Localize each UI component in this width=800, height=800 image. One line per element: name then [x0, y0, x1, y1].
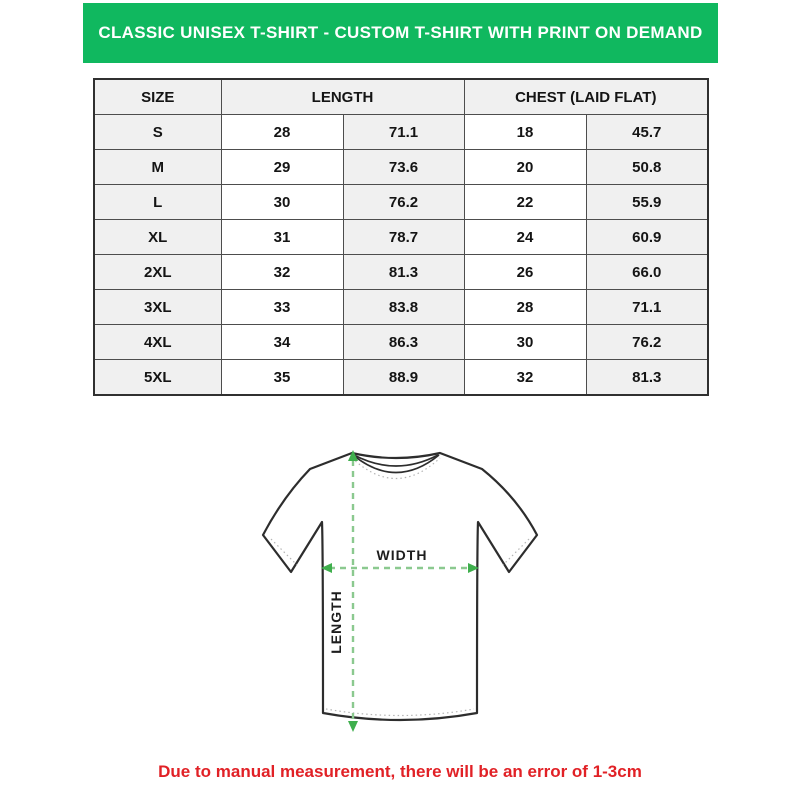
value-cell: 76.2 — [343, 185, 464, 220]
value-cell: 78.7 — [343, 220, 464, 255]
value-cell: 28 — [221, 115, 343, 150]
table-row — [94, 185, 708, 220]
value-cell: 24 — [464, 220, 586, 255]
size-cell: 4XL — [94, 325, 221, 360]
header-length: LENGTH — [221, 79, 464, 115]
table-row — [94, 290, 708, 325]
header-chest: CHEST (LAID FLAT) — [464, 79, 708, 115]
value-cell: 30 — [221, 185, 343, 220]
value-cell: 71.1 — [586, 290, 708, 325]
value-cell: 22 — [464, 185, 586, 220]
value-cell: 88.9 — [343, 360, 464, 396]
value-cell: 76.2 — [586, 325, 708, 360]
value-cell: 28 — [464, 290, 586, 325]
value-cell: 32 — [221, 255, 343, 290]
value-cell: 50.8 — [586, 150, 708, 185]
value-cell: 33 — [221, 290, 343, 325]
value-cell: 73.6 — [343, 150, 464, 185]
value-cell: 35 — [221, 360, 343, 396]
value-cell: 81.3 — [343, 255, 464, 290]
value-cell: 66.0 — [586, 255, 708, 290]
value-cell: 26 — [464, 255, 586, 290]
value-cell: 81.3 — [586, 360, 708, 396]
value-cell: 34 — [221, 325, 343, 360]
table-row — [94, 360, 708, 396]
page-title: CLASSIC UNISEX T-SHIRT - CUSTOM T-SHIRT WITH PRINT ON DEMAND — [98, 23, 703, 42]
value-cell: 32 — [464, 360, 586, 396]
value-cell: 20 — [464, 150, 586, 185]
table-row — [94, 150, 708, 185]
value-cell: 55.9 — [586, 185, 708, 220]
size-cell: 2XL — [94, 255, 221, 290]
width-label: WIDTH — [376, 547, 428, 563]
title-banner — [83, 3, 718, 63]
size-table — [93, 78, 709, 396]
value-cell: 86.3 — [343, 325, 464, 360]
value-cell: 29 — [221, 150, 343, 185]
value-cell: 30 — [464, 325, 586, 360]
size-cell: 3XL — [94, 290, 221, 325]
value-cell: 45.7 — [586, 115, 708, 150]
value-cell: 60.9 — [586, 220, 708, 255]
value-cell: 71.1 — [343, 115, 464, 150]
size-table-body — [94, 115, 708, 396]
length-label: LENGTH — [328, 590, 344, 654]
value-cell: 83.8 — [343, 290, 464, 325]
table-row — [94, 255, 708, 290]
table-row — [94, 220, 708, 255]
value-cell: 18 — [464, 115, 586, 150]
measurement-note: Due to manual measurement, there will be an error of 1-3cm — [158, 762, 642, 781]
header-size: SIZE — [94, 79, 221, 115]
table-header-row — [94, 79, 708, 115]
table-row — [94, 115, 708, 150]
tshirt-diagram — [255, 445, 545, 735]
tshirt-outline — [263, 453, 537, 720]
size-cell: XL — [94, 220, 221, 255]
size-cell: 5XL — [94, 360, 221, 396]
table-row — [94, 325, 708, 360]
size-cell: S — [94, 115, 221, 150]
size-cell: L — [94, 185, 221, 220]
value-cell: 31 — [221, 220, 343, 255]
size-cell: M — [94, 150, 221, 185]
